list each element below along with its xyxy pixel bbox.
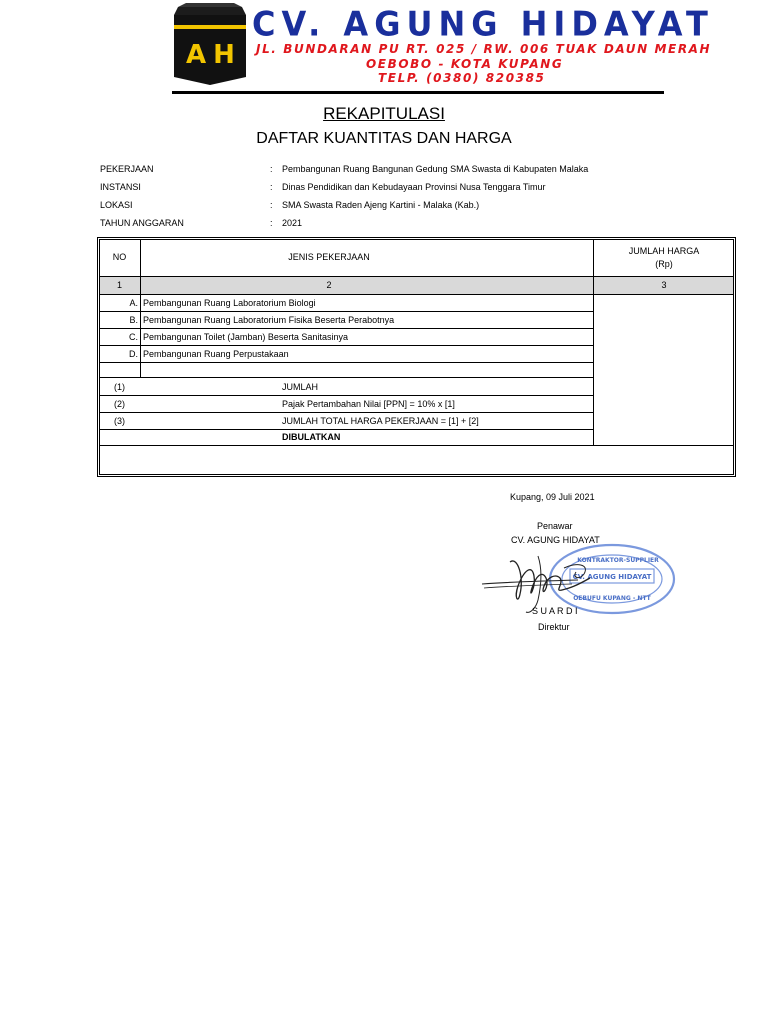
table-line bbox=[99, 311, 594, 312]
document-title: REKAPITULASI bbox=[323, 104, 445, 123]
signatory-name: S U A R D I bbox=[532, 606, 578, 616]
info-value: Pembangunan Ruang Bangunan Gedung SMA Swasta di Kabupaten Malaka bbox=[282, 164, 589, 174]
summary-dibulatkan: DIBULATKAN bbox=[282, 432, 341, 442]
table-line bbox=[99, 445, 734, 446]
summary-total: JUMLAH TOTAL HARGA PEKERJAAN = [1] + [2] bbox=[282, 416, 479, 426]
company-phone: TELP. (0380) 820385 bbox=[378, 71, 546, 85]
svg-text:CV. AGUNG HIDAYAT: CV. AGUNG HIDAYAT bbox=[572, 573, 652, 581]
svg-text:OEBUFU KUPANG - NTT: OEBUFU KUPANG - NTT bbox=[573, 595, 651, 602]
item-no: A. bbox=[129, 298, 138, 308]
signatory-role: Penawar bbox=[537, 521, 573, 531]
table-line bbox=[593, 239, 594, 446]
index-cell: 3 bbox=[661, 280, 667, 290]
svg-text:H: H bbox=[213, 40, 235, 70]
item-no: C. bbox=[129, 332, 138, 342]
index-cell: 2 bbox=[326, 280, 332, 290]
header-jenis-pekerjaan: JENIS PEKERJAAN bbox=[288, 252, 370, 262]
item-no: D. bbox=[129, 349, 138, 359]
summary-jumlah: JUMLAH bbox=[282, 382, 319, 392]
info-separator: : bbox=[270, 182, 273, 192]
table-line bbox=[99, 328, 594, 329]
summary-no: (3) bbox=[114, 416, 125, 426]
summary-no: (1) bbox=[114, 382, 125, 392]
info-separator: : bbox=[270, 218, 273, 228]
svg-text:A: A bbox=[185, 40, 207, 70]
table-line bbox=[99, 345, 594, 346]
table-line bbox=[99, 395, 594, 396]
table-line bbox=[99, 294, 734, 295]
item-description: Pembangunan Ruang Laboratorium Fisika Beserta Perabotnya bbox=[143, 315, 395, 325]
place-date: Kupang, 09 Juli 2021 bbox=[510, 492, 595, 502]
company-address: JL. BUNDARAN PU RT. 025 / RW. 006 TUAK DAUN MERAH bbox=[256, 42, 712, 56]
item-no: B. bbox=[129, 315, 138, 325]
info-label: LOKASI bbox=[100, 200, 133, 210]
table-line bbox=[99, 362, 594, 363]
info-separator: : bbox=[270, 164, 273, 174]
info-label: PEKERJAAN bbox=[100, 164, 154, 174]
document-subtitle: DAFTAR KUANTITAS DAN HARGA bbox=[256, 130, 512, 147]
header-no: NO bbox=[112, 252, 127, 262]
info-value: Dinas Pendidikan dan Kebudayaan Provinsi Nusa Tenggara Timur bbox=[282, 182, 546, 192]
info-separator: : bbox=[270, 200, 273, 210]
table-line bbox=[99, 276, 734, 277]
index-cell: 1 bbox=[116, 280, 122, 290]
company-logo bbox=[172, 3, 248, 85]
table-line bbox=[99, 377, 594, 378]
summary-no: (2) bbox=[114, 399, 125, 409]
info-label: INSTANSI bbox=[100, 182, 141, 192]
table-line bbox=[99, 429, 594, 430]
item-description: Pembangunan Toilet (Jamban) Beserta Sanitasinya bbox=[143, 332, 348, 342]
svg-text:KONTRAKTOR-SUPPLIER: KONTRAKTOR-SUPPLIER bbox=[577, 557, 659, 564]
signatory-position: Direktur bbox=[538, 622, 570, 632]
info-value: SMA Swasta Raden Ajeng Kartini - Malaka (Kab.) bbox=[282, 200, 480, 210]
summary-ppn: Pajak Pertambahan Nilai [PPN] = 10% x [1] bbox=[282, 399, 455, 409]
header-jumlah-harga-unit: (Rp) bbox=[655, 259, 673, 269]
letterhead-divider bbox=[172, 91, 664, 94]
item-description: Pembangunan Ruang Perpustakaan bbox=[143, 349, 289, 359]
company-name: CV. AGUNG HIDAYAT bbox=[252, 4, 714, 44]
item-description: Pembangunan Ruang Laboratorium Biologi bbox=[143, 298, 316, 308]
info-value: 2021 bbox=[282, 218, 303, 228]
signatory-company: CV. AGUNG HIDAYAT bbox=[511, 535, 600, 545]
header-jumlah-harga: JUMLAH HARGA bbox=[628, 246, 700, 256]
company-city: OEBOBO - KOTA KUPANG bbox=[366, 57, 564, 71]
info-label: TAHUN ANGGARAN bbox=[100, 218, 184, 228]
table-line bbox=[99, 412, 594, 413]
